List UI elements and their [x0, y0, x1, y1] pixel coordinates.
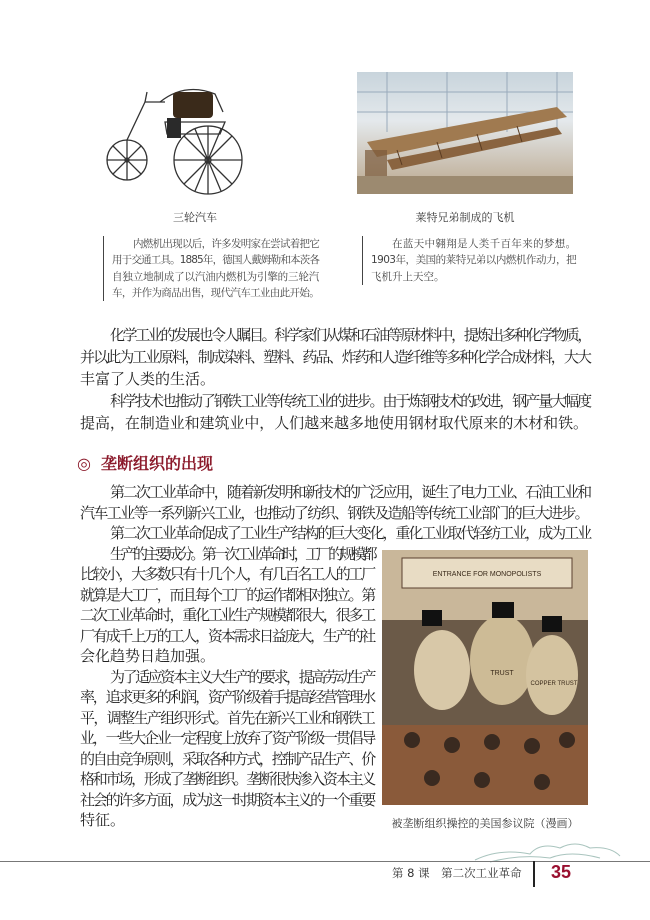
footer-separator	[533, 861, 535, 887]
cartoon-lettering: TRUST	[490, 670, 514, 677]
section-heading	[77, 451, 213, 474]
page-number: 35	[551, 862, 572, 882]
note-line: 自独立地制成了以汽油内燃机为引擎的三轮汽	[112, 270, 319, 283]
text-line: 化学工业的发展也令人瞩目。科学家们从煤和石油等原材料中，提炼出多种化学物质，	[110, 326, 590, 344]
text-line: 的自由竞争原则，采取各种方式，控制产品生产、价	[80, 749, 374, 768]
body-text-upper	[80, 324, 590, 434]
text-line: 平，调整生产组织形式。首先在新兴工业和钢铁工	[80, 708, 374, 727]
text-line: 汽车工业等一系列新兴工业，也推动了纺织、钢铁及造船等传统工业部门的巨大进步。	[80, 503, 588, 522]
text-line: 第二次工业革命促成了工业生产结构的巨大变化，重化工业取代轻纺工业，成为工业	[110, 524, 590, 542]
car-caption: 三轮汽车	[173, 211, 217, 224]
wright-plane-image	[357, 72, 573, 194]
cartoon-lettering: COPPER TRUST	[530, 681, 578, 687]
text-line: 并以此为工业原料，制成染料、塑料、药品、炸药和人造纤维等多种化学合成材料，大大	[80, 348, 590, 366]
text-line: 科学技术也推动了钢铁工业等传统工业的进步。由于炼钢技术的改进，钢产量大幅度	[110, 392, 590, 410]
footer-lesson-title: 第 8 课 第二次工业革命	[392, 866, 522, 880]
text-line: 生产的主要成分。第一次工业革命时，工厂的规模都	[110, 544, 374, 563]
text-line: 格和市场，形成了垄断组织。垄断很快渗入资本主义	[80, 770, 374, 788]
text-line: 会化趋势日趋加强。	[80, 647, 216, 665]
cartoon-caption: 被垄断组织操控的美国参议院（漫画）	[391, 817, 579, 830]
text-line: 率，追求更多的利润，资产阶级着手提高经营管理水	[80, 688, 374, 706]
note-line: 在蓝天中翱翔是人类千百年来的梦想。	[392, 238, 576, 250]
note-line: 1903年，美国的莱特兄弟以内燃机作动力，把	[371, 254, 576, 267]
car-note	[103, 236, 319, 301]
section-marker-icon: ◎	[77, 454, 91, 473]
text-line: 厂有成千上万的工人，资本需求日益庞大，生产的社	[80, 626, 374, 645]
plane-note	[362, 236, 576, 285]
senate-cartoon-image	[382, 550, 588, 805]
plane-caption: 莱特兄弟制成的飞机	[415, 211, 515, 224]
text-line: 比较小，大多数只有十几个人，有几百名工人的工厂	[80, 565, 374, 583]
text-line: 特征。	[80, 811, 126, 829]
note-line: 用于交通工具。1885年，德国人戴姆勒和本茨各	[112, 254, 319, 267]
text-line: 提高，在制造业和建筑业中，人们越来越多地使用钢材取代原来的木材和铁。	[80, 414, 588, 432]
text-line: 第二次工业革命中，随着新发明和新技术的广泛应用，诞生了电力工业、石油工业和	[110, 483, 590, 501]
three-wheel-car-image	[105, 72, 245, 202]
text-line: 丰富了人类的生活。	[80, 370, 216, 388]
text-line: 二次工业革命时，重化工业生产规模都很大，很多工	[80, 606, 374, 624]
text-line: 业，一些大企业一定程度上放弃了资产阶级一贯倡导	[80, 729, 374, 747]
cartoon-lettering: ENTRANCE FOR MONOPOLISTS	[432, 571, 542, 578]
text-line: 社会的许多方面，成为这一时期资本主义的一个重要	[80, 790, 374, 809]
note-line: 车，并作为商品出售，现代汽车工业由此开始。	[112, 286, 319, 299]
text-line: 为了适应资本主义大生产的要求，提高劳动生产	[110, 667, 374, 686]
note-line: 内燃机出现以后，许多发明家在尝试着把它	[133, 238, 319, 250]
section-title: 垄断组织的出现	[100, 454, 213, 473]
note-line: 飞机升上天空。	[371, 270, 445, 283]
text-line: 就算是大工厂，而且每个工厂的运作都相对独立。第	[80, 585, 374, 604]
